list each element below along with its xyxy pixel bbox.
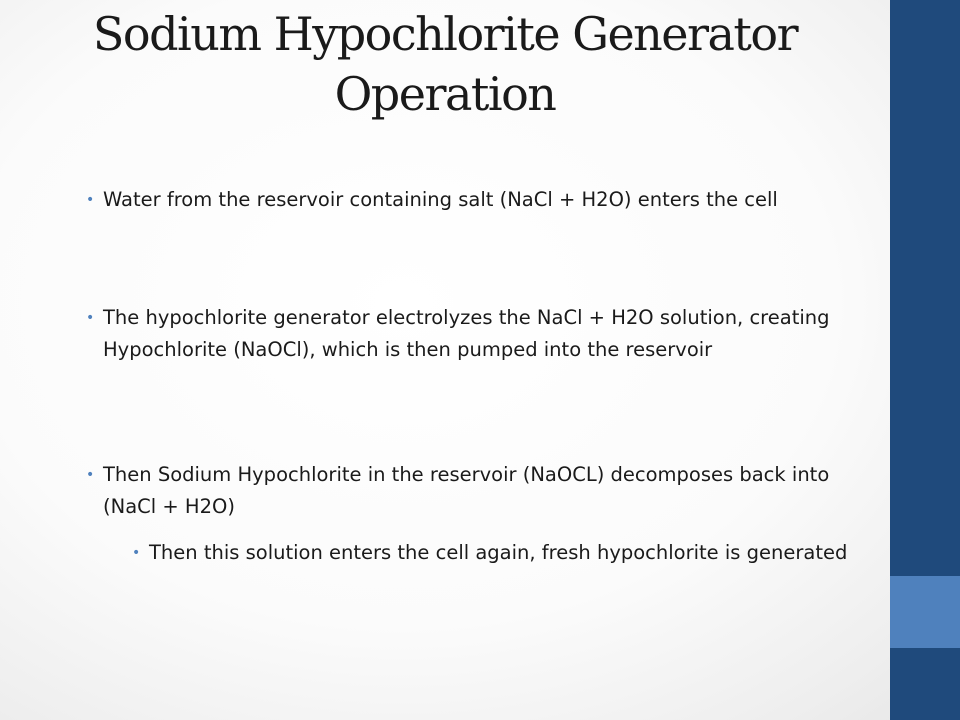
- bullet-item: [86, 184, 863, 216]
- slide-title-line-2: Operation: [334, 67, 556, 121]
- slide-title-line-1: Sodium Hypochlorite Generator: [92, 7, 798, 61]
- bullet-item: [86, 459, 863, 523]
- accent-bar-middle: [890, 576, 960, 648]
- slide-title: [0, 4, 890, 124]
- bullet-dot-icon: •: [132, 545, 141, 561]
- bullet-dot-icon: •: [86, 192, 95, 208]
- bullet-dot-icon: •: [86, 310, 95, 326]
- sub-bullet-text: Then this solution enters the cell again, fresh hypochlorite is generated: [149, 541, 848, 564]
- bullet-text: The hypochlorite generator electrolyzes the NaCl + H2O solution, creating Hypochlorite (NaOCl), which is then pumped into the reservoir: [103, 306, 830, 361]
- bullet-item: [86, 302, 863, 366]
- bullet-text: Water from the reservoir containing salt (NaCl + H2O) enters the cell: [103, 188, 778, 211]
- accent-bar-top: [890, 0, 960, 576]
- sub-bullet-item: [132, 537, 869, 569]
- accent-bar-bottom: [890, 648, 960, 720]
- bullet-text: Then Sodium Hypochlorite in the reservoir (NaOCL) decomposes back into (NaCl + H2O): [103, 463, 830, 518]
- bullet-dot-icon: •: [86, 467, 95, 483]
